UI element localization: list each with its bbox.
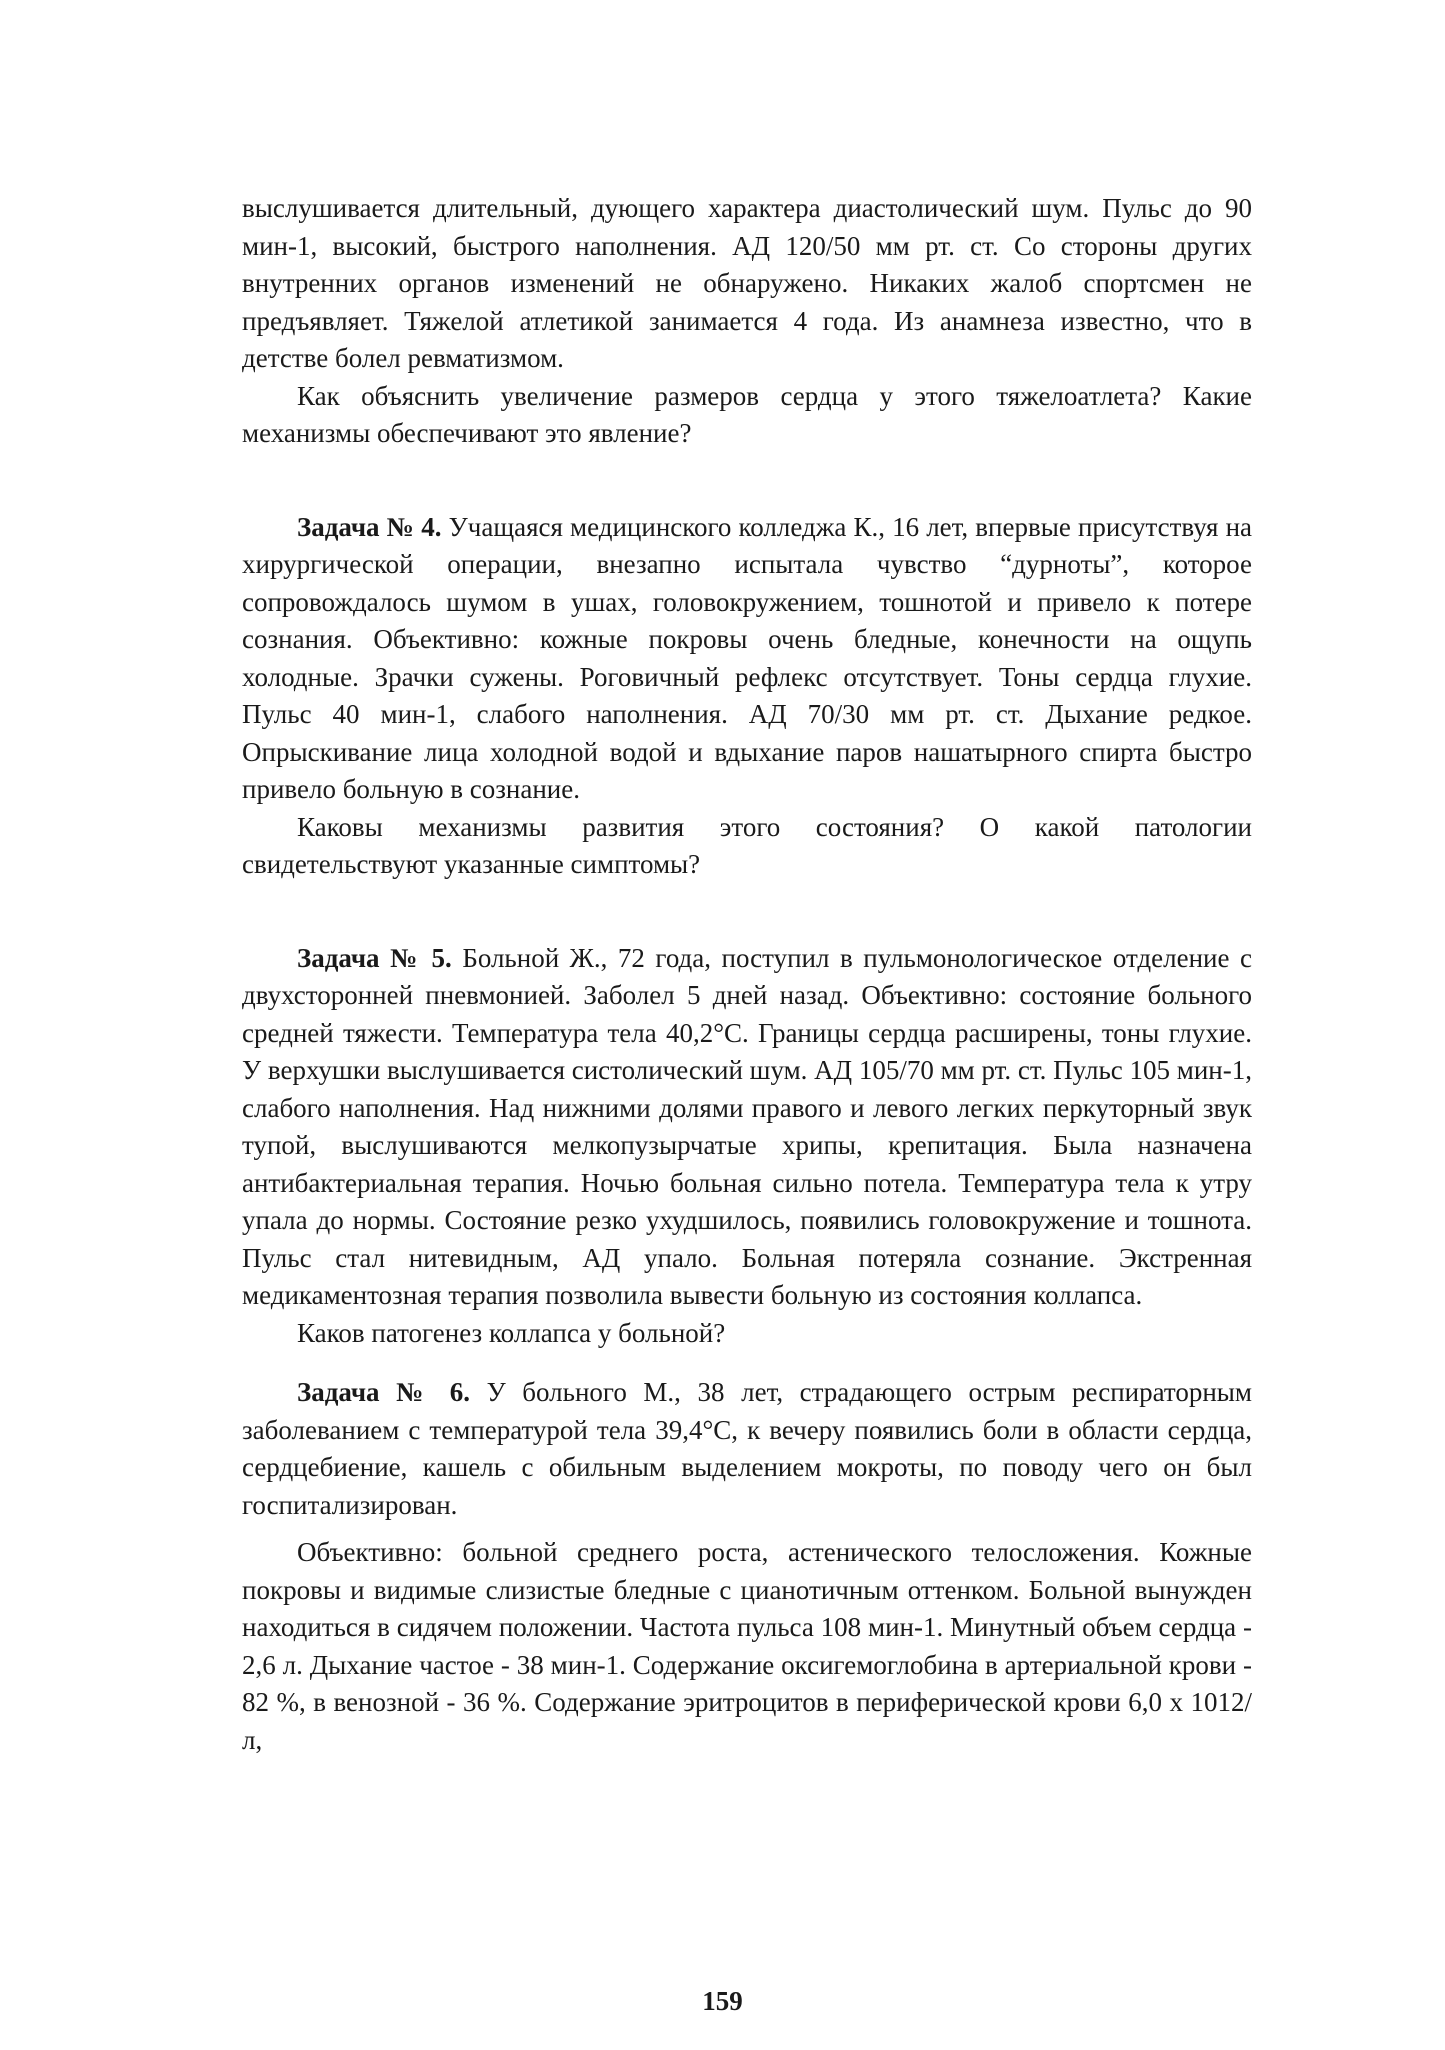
- continuation-paragraph: выслушивается длительный, дующего характера диастолический шум. Пульс до 90 мин-1, высокий, быстрого наполнения. АД 120/50 мм рт. ст. Со стороны других внутренних органов изменений не обнаружено. Никаких жалоб спортсмен не предъявляет. Тяжелой атлетикой занимается 4 года. Из анамнеза известно, что в детстве болел ревматизмом.: [242, 193, 1252, 373]
- task4-paragraph: [242, 509, 1252, 809]
- task5-text: Больной Ж., 72 года, поступил в пульмонологическое отделение с двухсторонней пневмонией. Заболел 5 дней назад. Объективно: состояние больного средней тяжести. Температура тела 40,2°С. Границы сердца расширены, тоны глухие. У верхушки выслушивается систолический шум. АД 105/70 мм рт. ст. Пульс 105 мин-1, слабого наполнения. Над нижними долями правого и левого легких перкуторный звук тупой, выслушиваются мелкопузырчатые хрипы, крепитация. Была назначена антибактериальная терапия. Ночью больная сильно потела. Температура тела к утру упала до нормы. Состояние резко ухудшилось, появились головокружение и тошнота. Пульс стал нитевидным, АД упало. Больная потеряла сознание. Экстренная медикаментозная терапия позволила вывести больную из состояния коллапса.: [242, 942, 1252, 1310]
- task6-text: У больного М., 38 лет, страдающего острым респираторным заболеванием с температурой тела 39,4°С, к вечеру появились боли в области сердца, сердцебиение, кашель с обильным выделением мокроты, по поводу чего он был госпитализирован.: [242, 1377, 1252, 1520]
- task6-label: Задача № 6.: [297, 1377, 470, 1407]
- page-number: 159: [702, 1986, 743, 2016]
- task5-paragraph: [242, 940, 1252, 1315]
- task5-question: Каков патогенез коллапса у больной?: [297, 1317, 726, 1348]
- continuation-question: Как объяснить увеличение размеров сердца у этого тяжелоатлета? Какие механизмы обеспечивают это явление?: [242, 380, 1252, 448]
- task4-text: Учащаяся медицинского колледжа К., 16 лет, впервые присутствуя на хирургической операции, внезапно испытала чувство “дурноты”, которое сопровождалось шумом в ушах, головокружением, тошнотой и привело к потере сознания. Объективно: кожные покровы очень бледные, конечности на ощупь холодные. Зрачки сужены. Роговичный рефлекс отсутствует. Тоны сердца глухие. Пульс 40 мин-1, слабого наполнения. АД 70/30 мм рт. ст. Дыхание редкое. Опрыскивание лица холодной водой и вдыхание паров нашатырного спирта быстро привело больную в сознание.: [242, 511, 1253, 804]
- spacer: [242, 1524, 1252, 1534]
- spacer: [242, 884, 1252, 940]
- spacer: [242, 453, 1252, 509]
- task6-paragraph: [242, 1374, 1252, 1524]
- task4-label: Задача № 4.: [297, 511, 442, 542]
- task6-objective: Объективно: больной среднего роста, астенического телосложения. Кожные покровы и видимые слизистые бледные с цианотичным оттенком. Больной вынужден находиться в сидячем положении. Частота пульса 108 мин-1. Минутный объем сердца - 2,6 л. Дыхание частое - 38 мин-1. Содержание оксигемоглобина в артериальной крови - 82 %, в венозной - 36 %. Содержание эритроцитов в периферической крови 6,0 х 1012/л,: [242, 1537, 1252, 1755]
- task5-label: Задача № 5.: [297, 942, 452, 973]
- document-page: [242, 190, 1252, 1759]
- task4-question: Каковы механизмы развития этого состояния? О какой патологии свидетельствуют указанные симптомы?: [242, 811, 1252, 879]
- spacer: [242, 1352, 1252, 1374]
